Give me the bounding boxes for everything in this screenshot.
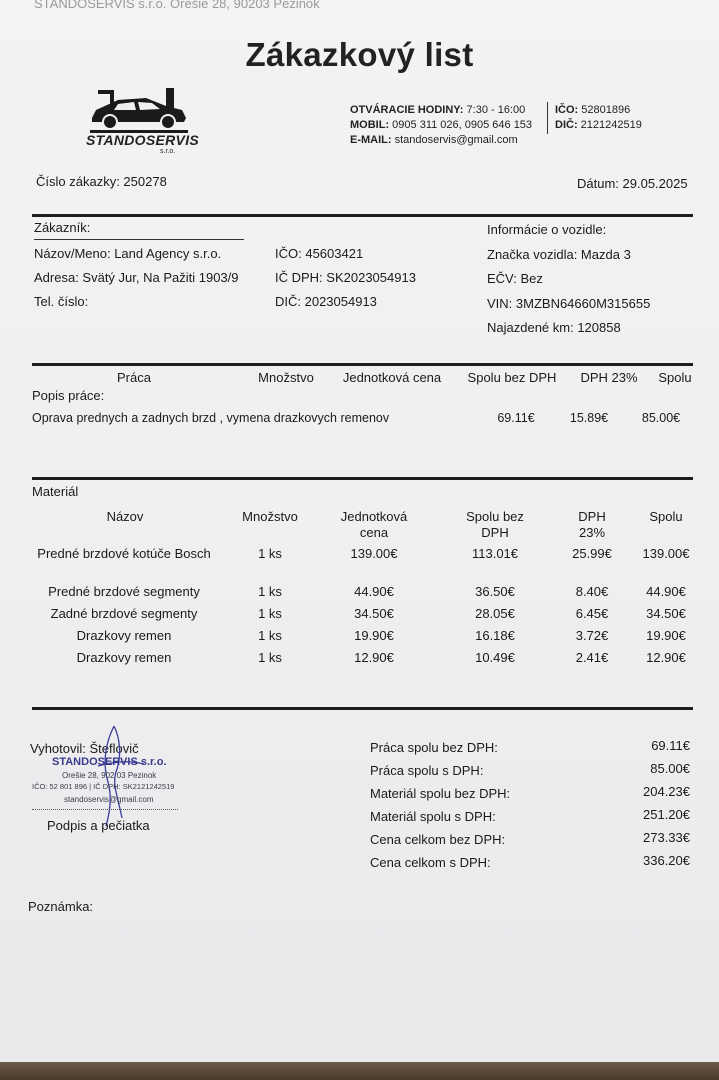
note-label: Poznámka: (28, 899, 94, 914)
material-row-1-qty: 1 ks (258, 546, 282, 561)
customer-heading-underline (34, 239, 244, 240)
stamp-company: STANDOSERVIS s.r.o. (52, 756, 167, 768)
customer-address: Adresa: Svätý Jur, Na Pažiti 1903/9 (34, 270, 239, 285)
labor-header-vat: DPH 23% (580, 370, 638, 385)
material-header-vat: DPH 23% (578, 509, 606, 540)
summary-total-net-label: Cena celkom bez DPH: (370, 832, 506, 847)
divider-customer (32, 214, 693, 217)
labor-header-qty: Množstvo (258, 370, 314, 385)
vehicle-brand: Značka vozidla: Mazda 3 (487, 247, 631, 262)
customer-ico: IČO: 45603421 (275, 246, 364, 261)
material-row-4-net: 16.18€ (475, 628, 515, 643)
material-row-2-vat: 8.40€ (575, 584, 609, 599)
stamp-email: standoservis@gmail.com (64, 795, 154, 804)
material-row-2-unit-price: 44.90€ (354, 584, 394, 599)
customer-icdph: IČ DPH: SK2023054913 (275, 270, 416, 285)
material-row-4-qty: 1 ks (258, 628, 282, 643)
material-row-5-name: Drazkovy remen (76, 650, 172, 665)
stamp-ids: IČO: 52 801 896 | IČ DPH: SK2121242519 (32, 782, 175, 791)
material-row-5-qty: 1 ks (258, 650, 282, 665)
material-row-4-name: Drazkovy remen (76, 628, 172, 643)
material-row-5-vat: 2.41€ (575, 650, 609, 665)
table-surface (0, 1062, 719, 1080)
material-row-2-total: 44.90€ (646, 584, 686, 599)
summary-labor-net-label: Práca spolu bez DPH: (370, 740, 498, 755)
material-row-3-net: 28.05€ (475, 606, 515, 621)
material-row-5-net: 10.49€ (475, 650, 515, 665)
material-header-unit-price: Jednotková cena (340, 509, 408, 540)
summary-labor-gross-label: Práca spolu s DPH: (370, 763, 484, 778)
order-number: Číslo zákazky: 250278 (36, 174, 167, 189)
vehicle-vin: VIN: 3MZBN64660M315655 (487, 296, 651, 311)
material-row-3-qty: 1 ks (258, 606, 282, 621)
logo-brand-name: STANDOSERVIS (86, 132, 200, 148)
signature-label: Podpis a pečiatka (47, 818, 150, 833)
issued-by: Vyhotovil: Šteflovič (30, 741, 139, 756)
material-row-2-net: 36.50€ (475, 584, 515, 599)
customer-heading: Zákazník: (34, 220, 91, 235)
stamp-address: Orešie 28, 902 03 Pezinok (62, 771, 157, 780)
labor-total: 85.00€ (641, 411, 681, 425)
faded-top-header: STANDOSERVIS s.r.o. Orešie 28, 90203 Pezinok (34, 0, 320, 11)
labor-net: 69.11€ (497, 411, 535, 425)
material-row-3-total: 34.50€ (646, 606, 686, 621)
labor-description: Oprava prednych a zadnych brzd , vymena drazkovych remenov (32, 411, 390, 425)
customer-phone: Tel. číslo: (34, 294, 89, 309)
customer-name: Názov/Meno: Land Agency s.r.o. (34, 246, 222, 261)
material-row-4-vat: 3.72€ (575, 628, 609, 643)
material-row-1-unit-price: 139.00€ (350, 546, 398, 561)
material-row-3-name: Zadné brzdové segmenty (50, 606, 198, 621)
material-row-1-total: 139.00€ (642, 546, 690, 561)
email-address: E-MAIL: standoservis@gmail.com (350, 134, 518, 146)
company-ico: IČO: 52801896 (555, 104, 631, 116)
document-title: Zákazkový list (245, 36, 474, 73)
material-section-label: Materiál (32, 484, 79, 499)
order-date: Dátum: 29.05.2025 (577, 176, 688, 191)
material-row-2-name: Predné brzdové segmenty (48, 584, 200, 599)
material-row-1-name: Predné brzdové kotúče Bosch (37, 546, 211, 561)
summary-material-net-label: Materiál spolu bez DPH: (370, 786, 511, 801)
material-header-net: Spolu bez DPH (466, 509, 524, 540)
summary-material-gross-label: Materiál spolu s DPH: (370, 809, 496, 824)
contact-divider (547, 102, 548, 134)
labor-header-total: Spolu (658, 370, 692, 385)
logo-brand-sub: s.r.o. (160, 148, 176, 155)
summary-total-gross-value: 336.20€ (643, 853, 690, 868)
material-row-2-qty: 1 ks (258, 584, 282, 599)
customer-dic: DIČ: 2023054913 (275, 294, 377, 309)
vehicle-ecv: EČV: Bez (487, 271, 543, 286)
material-row-3-unit-price: 34.50€ (354, 606, 394, 621)
summary-material-gross-value: 251.20€ (643, 807, 690, 822)
material-header-qty: Množstvo (242, 509, 298, 524)
opening-hours: OTVÁRACIE HODINY: 7:30 - 16:00 (350, 104, 526, 116)
divider-material (32, 477, 693, 480)
summary-labor-net-value: 69.11€ (651, 738, 690, 753)
material-row-4-unit-price: 19.90€ (354, 628, 394, 643)
material-row-5-total: 12.90€ (646, 650, 686, 665)
divider-summary (32, 707, 693, 710)
summary-labor-gross-value: 85.00€ (650, 761, 690, 776)
summary-total-gross-label: Cena celkom s DPH: (370, 855, 491, 870)
divider-labor (32, 363, 693, 366)
summary-total-net-value: 273.33€ (643, 830, 690, 845)
material-row-5-unit-price: 12.90€ (354, 650, 394, 665)
material-header-name: Názov (106, 509, 144, 524)
signature-line (32, 809, 178, 810)
summary-material-net-value: 204.23€ (643, 784, 690, 799)
labor-header-net: Spolu bez DPH (467, 370, 557, 385)
vehicle-km: Najazdené km: 120858 (487, 320, 621, 335)
labor-description-label: Popis práce: (32, 388, 105, 403)
material-header-total: Spolu (649, 509, 683, 524)
material-row-3-vat: 6.45€ (575, 606, 609, 621)
material-row-1-net: 113.01€ (471, 546, 519, 561)
labor-header-work: Práca (117, 370, 151, 385)
mobile-numbers: MOBIL: 0905 311 026, 0905 646 153 (350, 119, 533, 131)
material-row-1-vat: 25.99€ (572, 546, 612, 561)
vehicle-heading: Informácie o vozidle: (487, 222, 607, 237)
labor-vat: 15.89€ (569, 411, 609, 425)
company-dic: DIČ: 2121242519 (555, 119, 642, 131)
car-on-lift-icon (88, 86, 192, 134)
material-row-4-total: 19.90€ (646, 628, 686, 643)
labor-header-unit-price: Jednotková cena (342, 370, 442, 385)
